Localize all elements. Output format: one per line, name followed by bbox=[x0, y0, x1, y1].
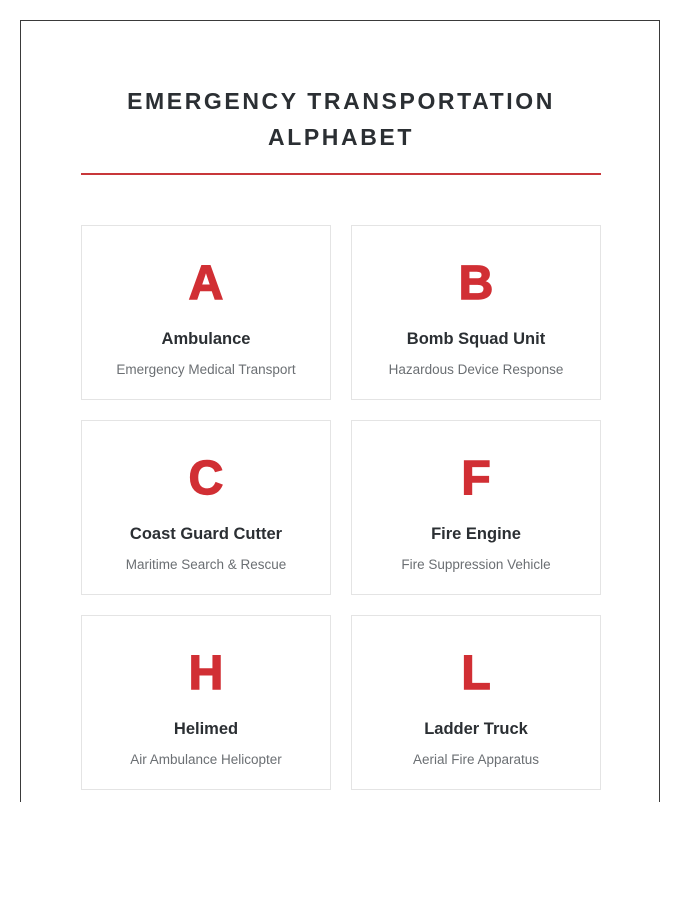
card-letter: C bbox=[188, 452, 224, 505]
vehicle-card-ambulance bbox=[81, 225, 331, 400]
card-vehicle-description: Fire Suppression Vehicle bbox=[401, 557, 551, 572]
card-letter: A bbox=[188, 257, 224, 310]
vehicle-card-fire-engine bbox=[351, 420, 601, 595]
card-vehicle-description: Air Ambulance Helicopter bbox=[130, 752, 282, 767]
card-vehicle-description: Maritime Search & Rescue bbox=[125, 557, 287, 572]
card-vehicle-description: Emergency Medical Transport bbox=[116, 362, 296, 377]
card-vehicle-name: Fire Engine bbox=[431, 525, 521, 543]
vehicle-card-helimed bbox=[81, 615, 331, 790]
card-letter: L bbox=[461, 647, 491, 700]
card-vehicle-name: Ladder Truck bbox=[424, 720, 528, 738]
vehicle-card-bomb-squad-unit bbox=[351, 225, 601, 400]
card-letter: H bbox=[188, 647, 224, 700]
card-vehicle-name: Bomb Squad Unit bbox=[406, 330, 546, 348]
card-vehicle-description: Aerial Fire Apparatus bbox=[412, 752, 540, 767]
vehicle-card-grid bbox=[81, 225, 601, 790]
card-letter: B bbox=[458, 257, 494, 310]
card-letter: F bbox=[461, 452, 491, 505]
card-vehicle-name: Coast Guard Cutter bbox=[129, 525, 283, 543]
card-vehicle-name: Ambulance bbox=[161, 330, 251, 348]
alphabet-sheet bbox=[20, 20, 660, 802]
card-vehicle-name: Helimed bbox=[173, 720, 239, 738]
title-divider bbox=[81, 173, 601, 175]
vehicle-card-ladder-truck bbox=[351, 615, 601, 790]
card-vehicle-description: Hazardous Device Response bbox=[388, 362, 564, 377]
page-title: EMERGENCY TRANSPORTATION ALPHABET bbox=[127, 88, 555, 150]
vehicle-card-coast-guard-cutter bbox=[81, 420, 331, 595]
